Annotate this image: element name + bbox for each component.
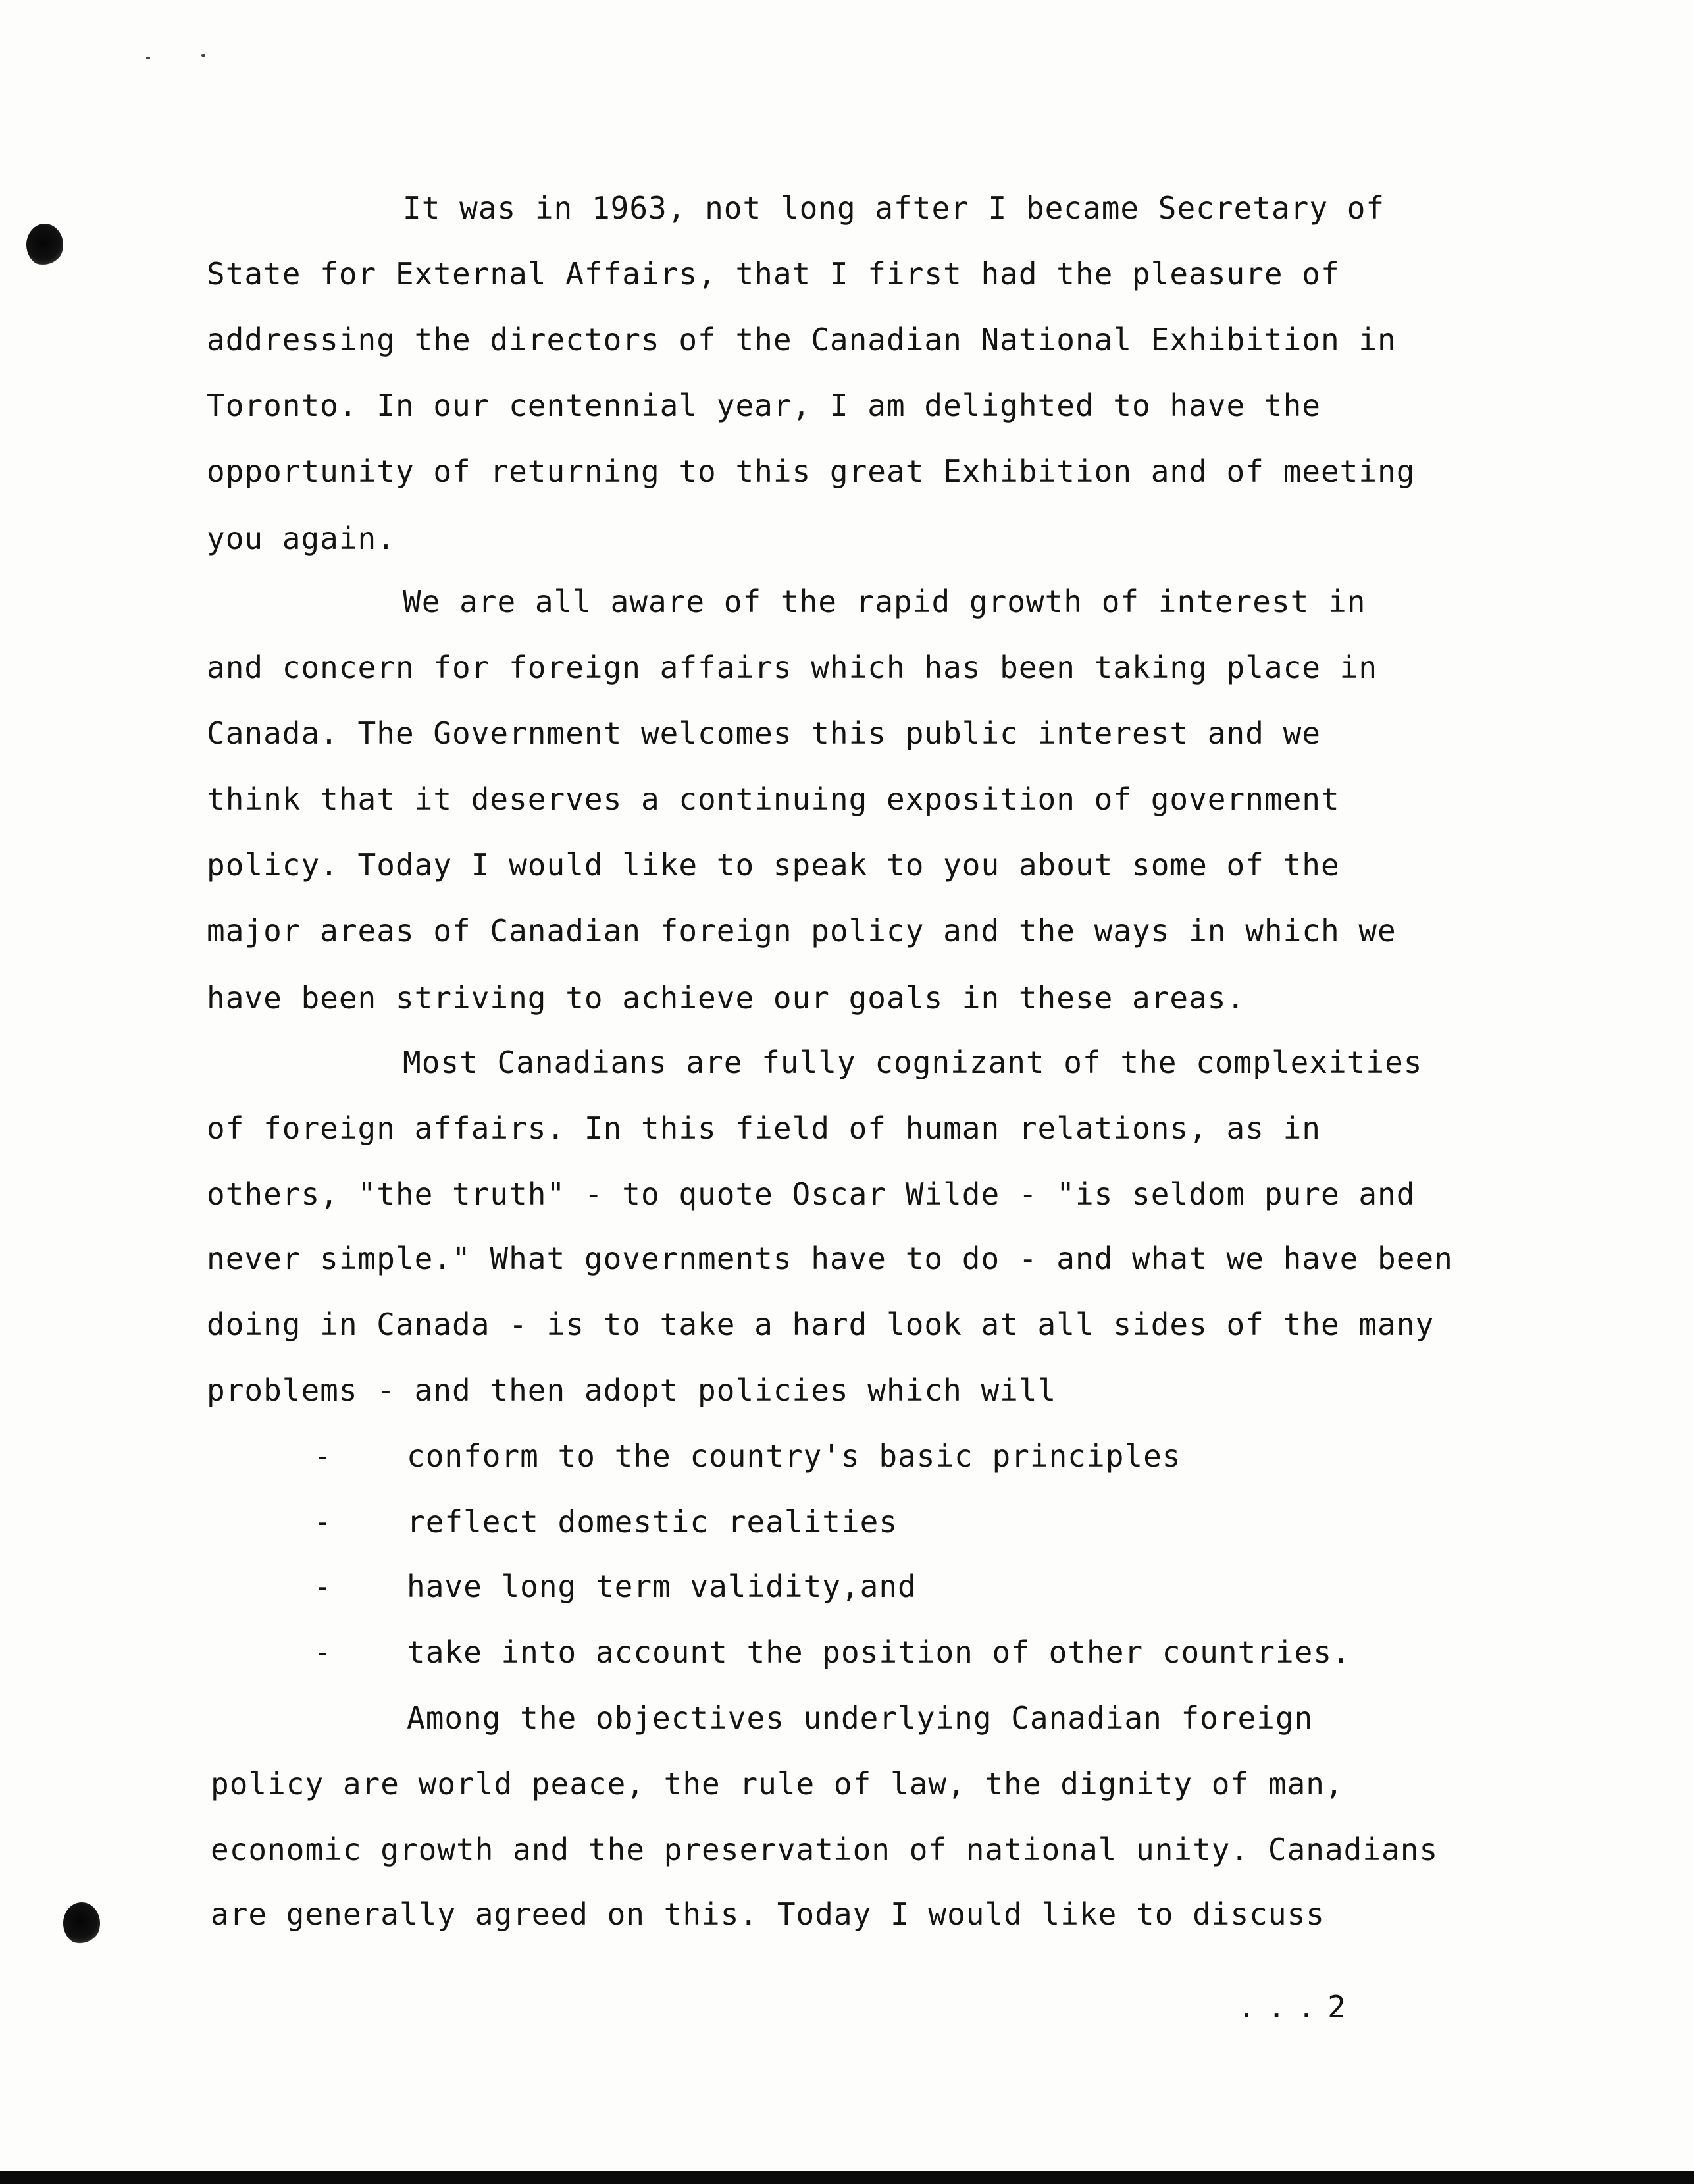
text-line: policy are world peace, the rule of law, the dignity of man,	[211, 1766, 1344, 1802]
text-line: have been striving to achieve our goals in these areas.	[207, 980, 1246, 1016]
text-line: Among the objectives underlying Canadian foreign	[407, 1700, 1314, 1736]
text-line: policy. Today I would like to speak to you about some of the	[207, 847, 1340, 883]
bullet-item: take into account the position of other countries.	[407, 1634, 1351, 1670]
text-line: problems - and then adopt policies which will	[207, 1372, 1057, 1408]
text-line: Toronto. In our centennial year, I am delighted to have the	[207, 388, 1321, 423]
bullet-item: have long term validity,and	[407, 1569, 917, 1604]
bullet-item: conform to the country's basic principles	[407, 1438, 1181, 1474]
bullet-item: reflect domestic realities	[407, 1504, 898, 1540]
text-line: never simple." What governments have to do - and what we have been	[207, 1241, 1453, 1276]
bullet-marker: -	[313, 1569, 332, 1604]
text-line: Most Canadians are fully cognizant of the complexities	[403, 1045, 1423, 1080]
text-line: opportunity of returning to this great Exhibition and of meeting	[207, 454, 1416, 489]
text-line: addressing the directors of the Canadian National Exhibition in	[207, 322, 1397, 357]
text-line: major areas of Canadian foreign policy and the ways in which we	[207, 913, 1397, 949]
text-line: economic growth and the preservation of national unity. Canadians	[211, 1832, 1439, 1867]
page-number: ...2	[1237, 1989, 1358, 2025]
scan-speck	[146, 57, 150, 59]
bullet-marker: -	[313, 1504, 332, 1540]
text-line: doing in Canada - is to take a hard look at all sides of the many	[207, 1307, 1435, 1342]
punch-hole-top	[26, 224, 63, 266]
text-line: It was in 1963, not long after I became Secretary of	[403, 190, 1385, 226]
scan-speck	[201, 54, 205, 57]
text-line: think that it deserves a continuing exposition of government	[207, 781, 1340, 817]
bullet-marker: -	[313, 1634, 332, 1670]
text-line: Canada. The Government welcomes this public interest and we	[207, 715, 1321, 751]
scan-bottom-edge	[0, 2171, 1694, 2184]
text-line: are generally agreed on this. Today I would like to discuss	[211, 1896, 1325, 1932]
text-line: We are all aware of the rapid growth of interest in	[403, 584, 1366, 619]
text-line: State for External Affairs, that I first had the pleasure of	[207, 256, 1340, 292]
text-line: of foreign affairs. In this field of human relations, as in	[207, 1110, 1321, 1146]
punch-hole-bottom	[63, 1902, 100, 1944]
text-line: others, "the truth" - to quote Oscar Wilde - "is seldom pure and	[207, 1176, 1416, 1212]
text-line: you again.	[207, 521, 396, 556]
text-line: and concern for foreign affairs which has been taking place in	[207, 650, 1378, 685]
bullet-marker: -	[313, 1438, 332, 1474]
